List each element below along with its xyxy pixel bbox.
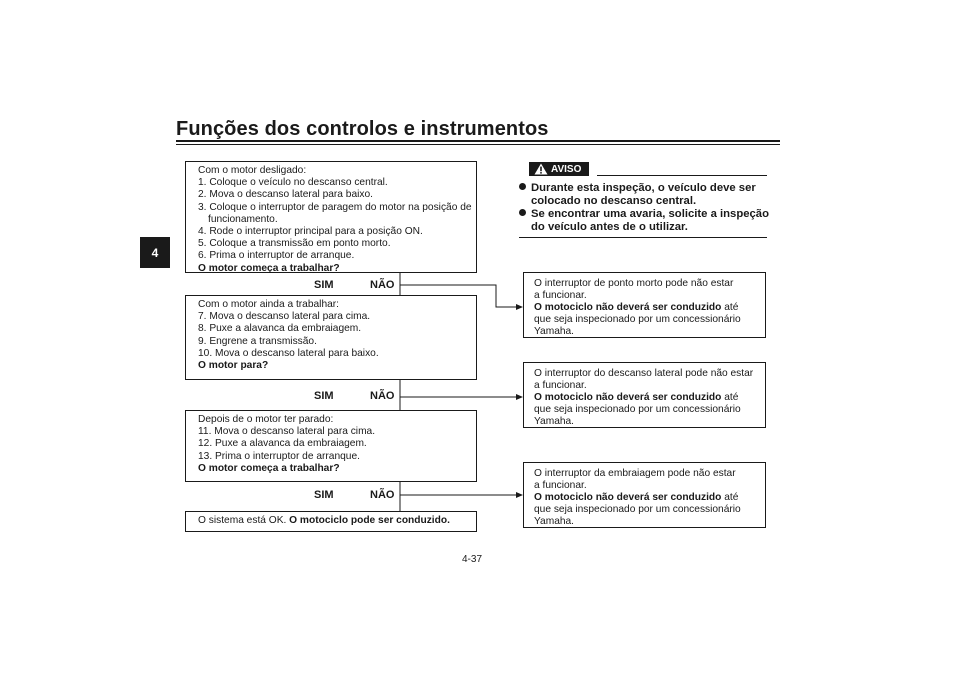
warning-item <box>519 208 769 234</box>
info-bold: O motociclo não deverá ser conduzido <box>534 392 722 403</box>
warning-item <box>519 182 756 208</box>
step-line: 6. Prima o interruptor de arranque. <box>198 250 355 262</box>
warning-rule <box>597 175 767 176</box>
step-question: O motor começa a trabalhar? <box>198 262 340 274</box>
info-text: até <box>721 302 739 313</box>
info-box-neutral-switch <box>523 272 766 338</box>
info-line <box>534 392 765 404</box>
step-line: 7. Mova o descanso lateral para cima. <box>198 311 371 323</box>
step-line: 13. Prima o interruptor de arranque. <box>198 450 360 462</box>
step-question: O motor começa a trabalhar? <box>198 462 340 474</box>
warning-text: colocado no descanso central. <box>531 195 697 207</box>
page-title: Funções dos controlos e instrumentos <box>176 118 549 140</box>
step-line: 8. Puxe a alavanca da embraiagem. <box>198 323 362 335</box>
bullet-icon <box>519 183 526 190</box>
info-line: que seja inspecionado por um concessionário <box>534 404 741 415</box>
step-line: Com o motor desligado: <box>198 165 307 176</box>
no-label: NÃO <box>370 489 395 501</box>
step-line: 10. Mova o descanso lateral para baixo. <box>198 347 379 359</box>
info-bold: O motociclo não deverá ser conduzido <box>534 302 722 313</box>
warning-text: do veículo antes de o utilizar. <box>531 221 688 233</box>
info-line: Yamaha. <box>534 516 575 527</box>
step-line: 9. Engrene a transmissão. <box>198 335 317 347</box>
info-text: até <box>721 392 739 403</box>
info-box-sidestand-switch <box>523 362 766 428</box>
step-line: funcionamento. <box>208 213 278 225</box>
step-line: 4. Rode o interruptor principal para a posição ON. <box>198 226 423 238</box>
warning-text: Se encontrar uma avaria, solicite a inspeção <box>531 208 769 220</box>
info-line: O interruptor do descanso lateral pode não estar <box>534 368 754 379</box>
flowchart-result-ok <box>185 511 477 532</box>
warning-label <box>529 162 589 176</box>
info-bold: O motociclo não deverá ser conduzido <box>534 492 722 503</box>
flowchart-step-3 <box>185 410 477 482</box>
result-bold: O motociclo pode ser conduzido. <box>289 515 450 526</box>
info-text: até <box>721 492 739 503</box>
step-line: 11. Mova o descanso lateral para cima. <box>198 426 376 438</box>
arrow-head-2 <box>516 394 523 400</box>
step-line: 5. Coloque a transmissão em ponto morto. <box>198 238 391 250</box>
step-line: 1. Coloque o veículo no descanso central. <box>198 177 388 189</box>
warning-text: Durante esta inspeção, o veículo deve ser <box>531 182 756 194</box>
yes-label: SIM <box>314 279 334 291</box>
result-text: O sistema está OK. <box>198 515 287 526</box>
info-box-clutch-switch <box>523 462 766 528</box>
warning-label-text: AVISO <box>551 163 582 175</box>
info-line: Yamaha. <box>534 326 575 337</box>
step-question: O motor para? <box>198 360 269 372</box>
yes-label: SIM <box>314 489 334 501</box>
page-number: 4-37 <box>462 554 483 565</box>
bullet-icon <box>519 209 526 216</box>
step-line: 12. Puxe a alavanca da embraiagem. <box>198 438 367 450</box>
chapter-tab: 4 <box>140 237 170 268</box>
info-line: que seja inspecionado por um concessionário <box>534 314 741 325</box>
info-line: a funcionar. <box>534 290 587 301</box>
info-line: O interruptor de ponto morto pode não estar <box>534 278 734 289</box>
arrow-head-1 <box>516 304 523 310</box>
result-line <box>198 515 476 527</box>
warning-rule <box>519 237 767 238</box>
info-line: que seja inspecionado por um concessionário <box>534 504 741 515</box>
flowchart-step-1 <box>185 161 477 273</box>
step-line: 3. Coloque o interruptor de paragem do motor na posição de <box>198 201 472 213</box>
step-line: Com o motor ainda a trabalhar: <box>198 299 339 310</box>
flowchart-step-2 <box>185 295 477 380</box>
step-line: 2. Mova o descanso lateral para baixo. <box>198 189 373 201</box>
info-line: a funcionar. <box>534 480 587 491</box>
info-line <box>534 492 765 504</box>
info-line <box>534 302 765 314</box>
arrow-head-3 <box>516 492 523 498</box>
no-label: NÃO <box>370 390 395 402</box>
step-line: Depois de o motor ter parado: <box>198 414 334 425</box>
yes-label: SIM <box>314 390 334 402</box>
warning-triangle-icon <box>534 163 548 175</box>
no-label: NÃO <box>370 279 395 291</box>
info-line: O interruptor da embraiagem pode não estar <box>534 468 736 479</box>
info-line: Yamaha. <box>534 416 575 427</box>
info-line: a funcionar. <box>534 380 587 391</box>
